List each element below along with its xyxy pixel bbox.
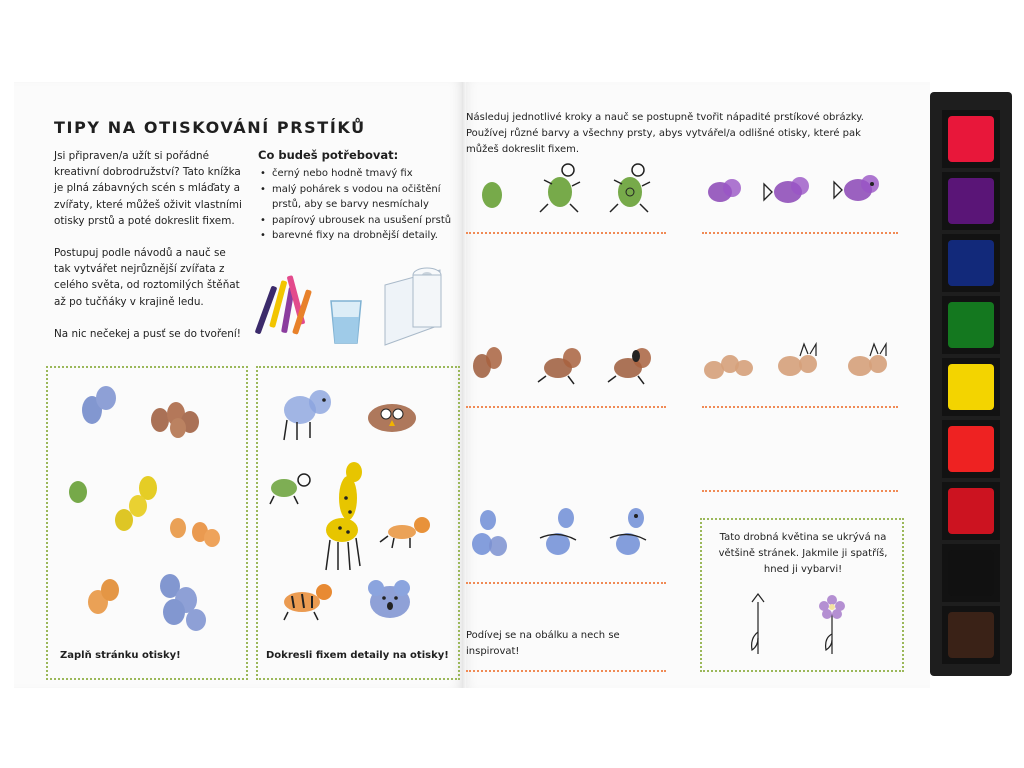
flower-colored-icon xyxy=(819,595,845,654)
decorate-caption: Dokresli fixem detaily na otisky! xyxy=(266,650,449,661)
colored-fingerprints-illustration xyxy=(50,380,240,640)
dotted-divider xyxy=(466,232,666,234)
ink-well xyxy=(942,544,1000,602)
ink-pad-pink[interactable] xyxy=(948,116,994,162)
dotted-divider xyxy=(466,670,666,672)
decorated-animals-illustration xyxy=(262,380,452,645)
ink-well xyxy=(942,234,1000,292)
dotted-divider xyxy=(702,490,898,492)
ink-pad-yellow[interactable] xyxy=(948,364,994,410)
ink-well xyxy=(942,110,1000,168)
water-cup-icon xyxy=(331,301,361,343)
ink-well xyxy=(942,420,1000,478)
ink-well xyxy=(942,296,1000,354)
dotted-divider xyxy=(702,406,898,408)
bird-steps-illustration xyxy=(468,500,698,570)
ink-well xyxy=(942,482,1000,540)
giraffe-icon xyxy=(326,462,362,570)
flower-hint-text: Tato drobná květina se ukrývá na většině stránek. Jakmile ji spatříš, hned ji vybarvi! xyxy=(718,532,888,575)
page-title: TIPY NA OTISKOVÁNÍ PRSTÍKŮ xyxy=(54,118,366,137)
ink-pad-purple[interactable] xyxy=(948,178,994,224)
flower-outline-icon xyxy=(752,594,764,654)
ink-pad-black[interactable] xyxy=(948,550,994,596)
needs-item: • papírový ubrousek na usušení prstů xyxy=(258,213,463,229)
fox-steps-illustration xyxy=(700,336,910,396)
needs-item: • černý nebo hodně tmavý fix xyxy=(258,166,463,182)
ink-pad-tray xyxy=(930,92,1012,676)
cover-hint-text: Podívej se na obálku a nech se inspirovat! xyxy=(466,630,620,657)
ink-pad-brown[interactable] xyxy=(948,612,994,658)
flower-illustration xyxy=(740,592,860,662)
ink-pad-blue[interactable] xyxy=(948,240,994,286)
fish-steps-illustration xyxy=(700,160,910,230)
poodle-icon xyxy=(284,390,331,440)
ink-pad-dark-red[interactable] xyxy=(948,488,994,534)
fox-icon xyxy=(380,517,430,548)
supplies-illustration xyxy=(255,265,455,355)
intro-paragraph-1: Jsi připraven/a užít si pořádné kreativní dobrodružství? Tato knížka je plná zábavných scén s mláďaty a zvířaty, které můžeš oživit vlastními otisky prstů a poté dokreslit fixem. xyxy=(54,150,242,227)
tiger-icon xyxy=(284,584,332,620)
intro-paragraph-2: Postupuj podle návodů a nauč se tak vytvářet nejrůznější zvířata z celého světa, od roztomilých štěňat až po tučňáky v krajině ledu. xyxy=(54,247,240,308)
intro-paragraph-3: Na nic nečekej a pusť se do tvoření! xyxy=(54,327,241,340)
ink-pad-green[interactable] xyxy=(948,302,994,348)
owl-icon xyxy=(368,404,416,432)
paper-towel-icon xyxy=(385,268,441,345)
needs-list xyxy=(258,166,463,244)
turtle-icon xyxy=(270,474,310,504)
dog-steps-illustration xyxy=(468,336,698,396)
ink-well xyxy=(942,358,1000,416)
turtle-steps-illustration xyxy=(470,150,700,240)
ink-well xyxy=(942,606,1000,664)
koala-icon xyxy=(368,580,410,618)
dotted-divider xyxy=(466,582,666,584)
ink-well xyxy=(942,172,1000,230)
fill-page-caption: Zaplň stránku otisky! xyxy=(60,650,181,661)
ink-pad-red[interactable] xyxy=(948,426,994,472)
needs-item: • malý pohárek s vodou na očištění prstů, aby se barvy nesmíchaly xyxy=(258,182,463,213)
needs-title: Co budeš potřebovat: xyxy=(258,148,399,162)
instructions-text: Následuj jednotlivé kroky a nauč se postupně tvořit nápadité prstíkové obrázky. Používej různé barvy a všechny prsty, abys vytvářel/a odlišné otisky, které pak můžeš dokreslit fixem. xyxy=(466,112,864,155)
markers-icon xyxy=(255,275,312,335)
dotted-divider xyxy=(702,232,898,234)
needs-item: • barevné fixy na drobnější detaily. xyxy=(258,228,463,244)
dotted-divider xyxy=(466,406,666,408)
intro-text xyxy=(54,148,244,358)
